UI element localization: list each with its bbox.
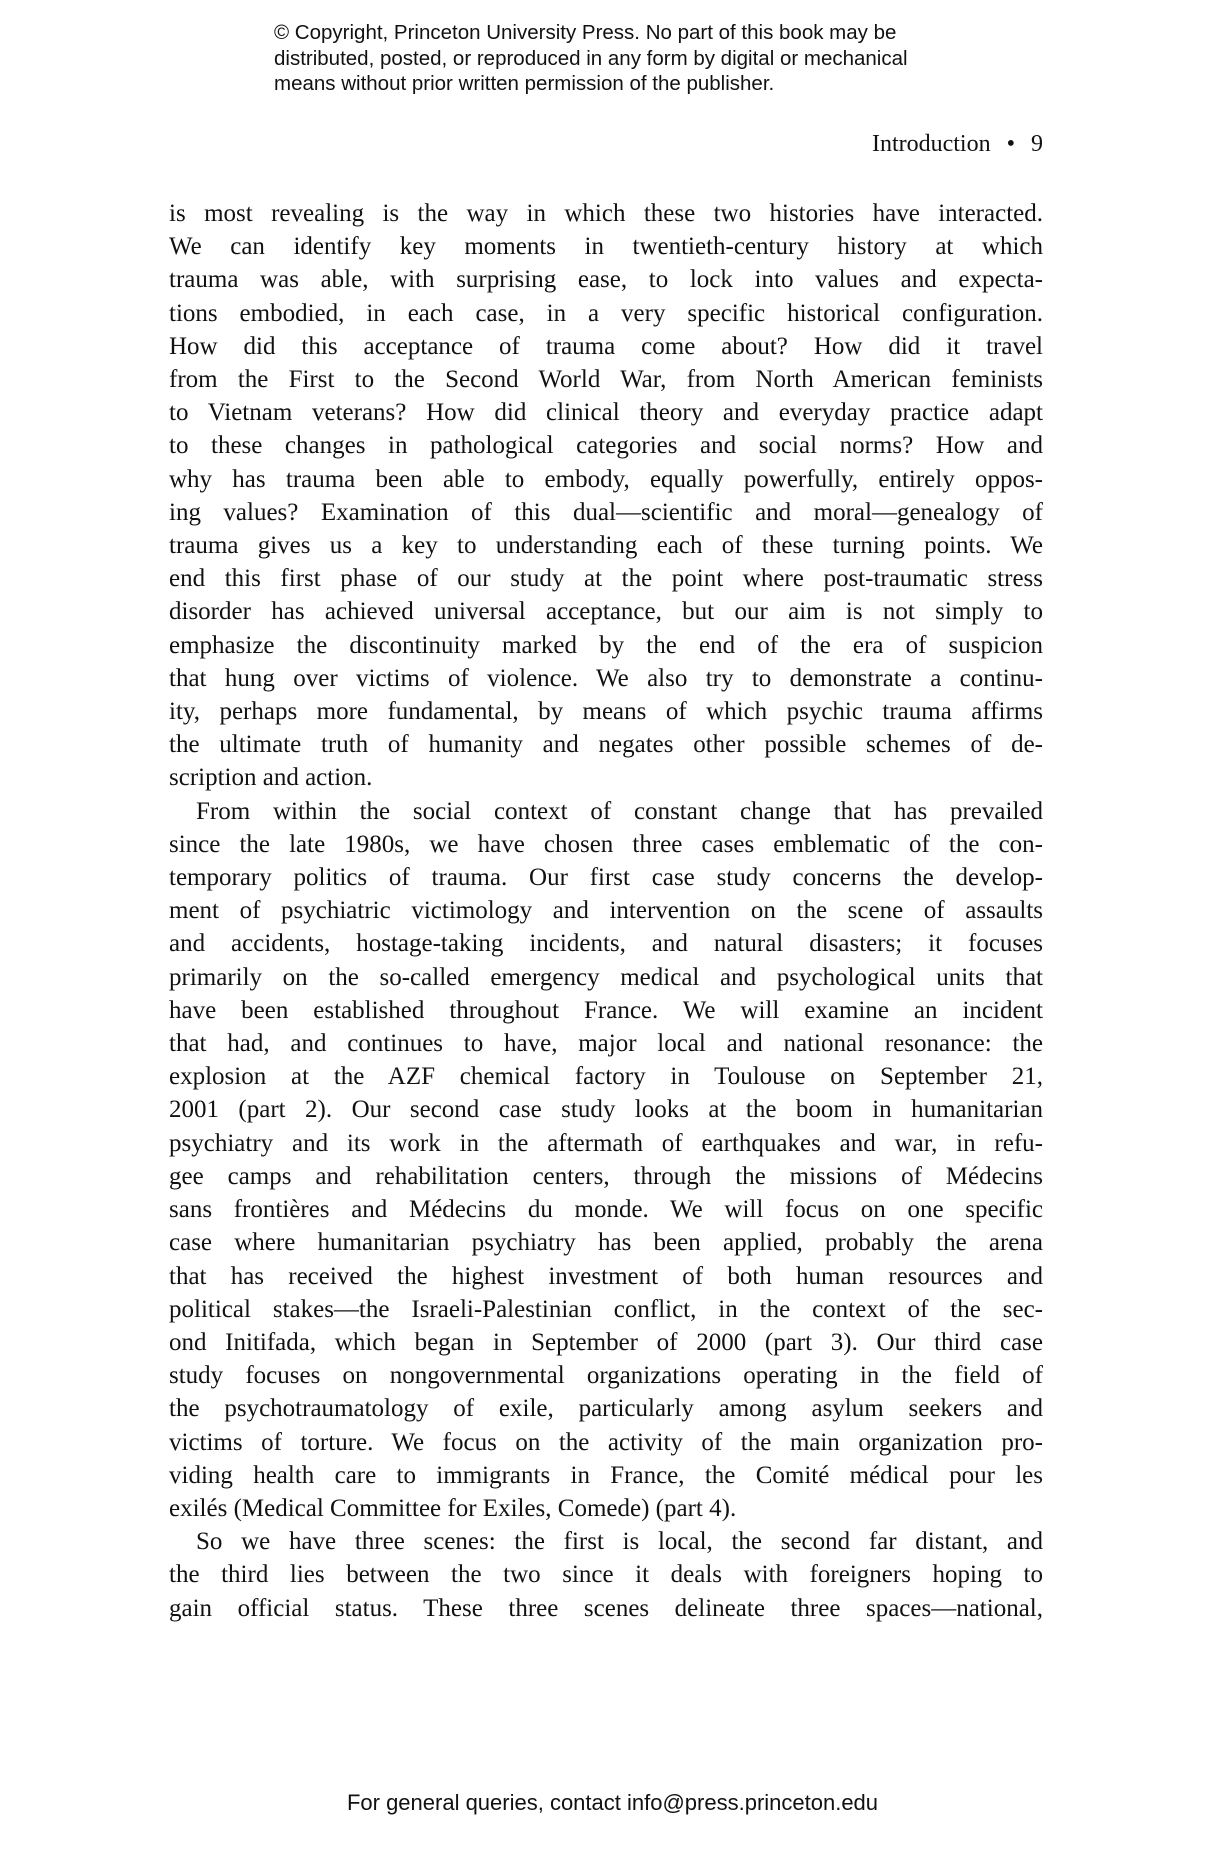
text-line: ment of psychiatric victimology and intervention on the scene of assaults xyxy=(169,897,1043,925)
text-line: primarily on the so-called emergency medical and psychological units that xyxy=(169,963,1043,991)
text-line: exilés (Medical Committee for Exiles, Comede) (part 4). xyxy=(169,1494,737,1522)
text-line: ond Initifada, which began in September of 2000 (part 3). Our third case xyxy=(169,1328,1043,1356)
copyright-line: © Copyright, Princeton University Press. No part of this book may be xyxy=(274,21,897,44)
text-line: tions embodied, in each case, in a very specific historical configuration. xyxy=(169,299,1043,327)
text-line: and accidents, hostage-taking incidents, and natural disasters; it focuses xyxy=(169,930,1043,958)
text-line: to these changes in pathological categories and social norms? How and xyxy=(169,432,1043,460)
text-line: How did this acceptance of trauma come about? How did it travel xyxy=(169,332,1043,360)
text-line: disorder has achieved universal acceptance, but our aim is not simply to xyxy=(169,598,1043,626)
running-head xyxy=(872,131,1043,158)
text-line: gain official status. These three scenes delineate three spaces—national, xyxy=(169,1594,1043,1622)
body-text xyxy=(169,197,1043,1625)
text-line: the third lies between the two since it deals with foreigners hoping to xyxy=(169,1561,1043,1589)
text-line: that has received the highest investment of both human resources and xyxy=(169,1262,1043,1290)
page-number: 9 xyxy=(1031,131,1043,157)
text-line: have been established throughout France. We will examine an incident xyxy=(169,996,1043,1024)
text-line: psychiatry and its work in the aftermath of earthquakes and war, in refu- xyxy=(169,1129,1043,1157)
text-line: scription and action. xyxy=(169,764,373,792)
text-line: 2001 (part 2). Our second case study looks at the boom in humanitarian xyxy=(169,1096,1043,1124)
text-line: victims of torture. We focus on the activity of the main organization pro- xyxy=(169,1428,1043,1456)
text-line: temporary politics of trauma. Our first case study concerns the develop- xyxy=(169,864,1043,892)
text-line: the psychotraumatology of exile, particularly among asylum seekers and xyxy=(169,1395,1043,1423)
text-line: that hung over victims of violence. We also try to demonstrate a continu- xyxy=(169,664,1043,692)
text-line: why has trauma been able to embody, equally powerfully, entirely oppos- xyxy=(169,465,1043,493)
text-line: the ultimate truth of humanity and negates other possible schemes of de- xyxy=(169,731,1043,759)
text-line: From within the social context of constant change that has prevailed xyxy=(196,797,1043,825)
text-line: viding health care to immigrants in France, the Comité médical pour les xyxy=(169,1461,1043,1489)
copyright-notice xyxy=(274,20,908,97)
text-line: ing values? Examination of this dual—scientific and moral—genealogy of xyxy=(169,498,1043,526)
text-line: from the First to the Second World War, from North American feminists xyxy=(169,366,1043,394)
text-line: trauma was able, with surprising ease, to lock into values and expecta- xyxy=(169,266,1043,294)
text-line: So we have three scenes: the first is local, the second far distant, and xyxy=(196,1528,1043,1556)
paragraph xyxy=(169,197,1043,795)
text-line: explosion at the AZF chemical factory in Toulouse on September 21, xyxy=(169,1063,1043,1091)
text-line: political stakes—the Israeli-Palestinian conflict, in the context of the sec- xyxy=(169,1295,1043,1323)
paragraph xyxy=(169,795,1043,1525)
footer-contact: For general queries, contact info@press.princeton.edu xyxy=(346,1790,879,1815)
text-line: is most revealing is the way in which these two histories have interacted. xyxy=(169,200,1043,227)
text-line: case where humanitarian psychiatry has been applied, probably the arena xyxy=(169,1229,1043,1257)
paragraph xyxy=(169,1525,1043,1625)
text-line: ity, perhaps more fundamental, by means of which psychic trauma affirms xyxy=(169,698,1043,726)
text-line: that had, and continues to have, major local and national resonance: the xyxy=(169,1030,1043,1058)
bullet-separator: • xyxy=(1006,131,1015,157)
text-line: sans frontières and Médecins du monde. We will focus on one specific xyxy=(169,1196,1043,1224)
copyright-line: distributed, posted, or reproduced in any form by digital or mechanical xyxy=(274,46,908,70)
text-line: to Vietnam veterans? How did clinical theory and everyday practice adapt xyxy=(169,399,1043,427)
text-line: trauma gives us a key to understanding each of these turning points. We xyxy=(169,532,1043,560)
text-line: end this first phase of our study at the point where post-traumatic stress xyxy=(169,565,1043,593)
section-title: Introduction xyxy=(871,131,991,157)
text-line: emphasize the discontinuity marked by the end of the era of suspicion xyxy=(169,631,1043,659)
copyright-line: means without prior written permission of the publisher. xyxy=(274,72,775,95)
text-line: since the late 1980s, we have chosen three cases emblematic of the con- xyxy=(169,830,1043,858)
text-line: We can identify key moments in twentieth-century history at which xyxy=(169,233,1043,261)
text-line: study focuses on nongovernmental organizations operating in the field of xyxy=(169,1362,1043,1390)
text-line: gee camps and rehabilitation centers, through the missions of Médecins xyxy=(169,1162,1043,1190)
